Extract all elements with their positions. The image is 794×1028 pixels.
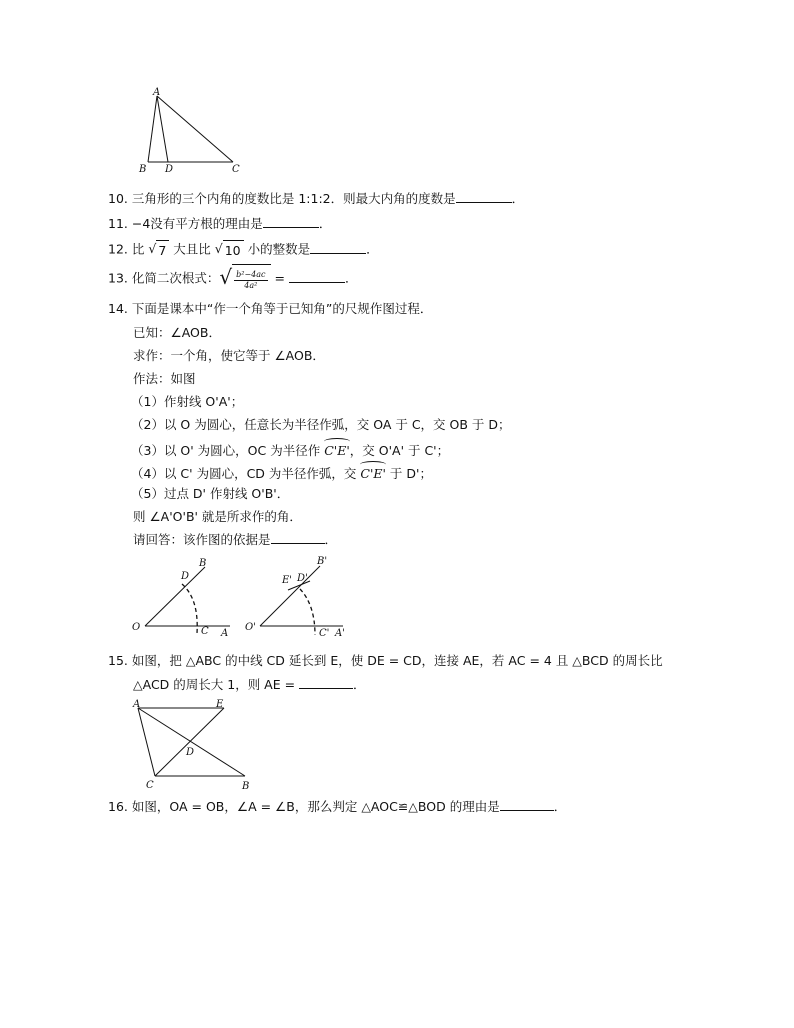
question-number: 13.	[108, 270, 128, 286]
q14-ask: 请回答：该作图的依据是 ．	[133, 532, 338, 547]
question-11: 11. −4没有平方根的理由是 ．	[108, 216, 332, 231]
answer-blank[interactable]	[289, 270, 345, 283]
question-16: 16. 如图，OA = OB，∠A = ∠B，那么判定 △AOC≌△BOD 的理由是 ．	[108, 799, 567, 814]
question-13: 13. 化简二次根式： √ $\frac{\text{b²−4ac}}{\text{4a²}}$ = ．	[108, 264, 357, 294]
svg-text:C: C	[146, 780, 154, 791]
question-text: 如图，把 △ABC 的中线 CD 延长到 E，使 DE = CD，连接 AE，若 AC = 4 且 △BCD 的周长比	[131, 653, 663, 668]
question-text: 三角形的三个内角的度数比是 1:1:2．则最大内角的度数是	[131, 191, 456, 206]
svg-text:E': E'	[282, 575, 293, 586]
q14-step-1: （1）作射线 O'A'；	[131, 394, 244, 409]
q14-todo: 求作：一个角，使它等于 ∠AOB．	[133, 348, 325, 363]
svg-text:C': C'	[319, 628, 330, 639]
question-number: 14.	[108, 301, 128, 316]
sqrt-10: √ 10	[215, 240, 244, 260]
svg-text:A: A	[133, 699, 141, 710]
svg-text:A': A'	[335, 628, 345, 639]
question-12: 12. 比 √ 7 大且比 √ 10 小的整数是 ．	[108, 241, 379, 258]
q14-method: 作法：如图	[133, 371, 196, 386]
answer-blank[interactable]	[263, 215, 319, 228]
answer-blank[interactable]	[299, 676, 353, 689]
svg-text:D: D	[181, 571, 190, 582]
question-number: 10.	[108, 191, 128, 206]
svg-text:E: E	[216, 699, 224, 710]
q14-step-3: （3）以 O' 为圆心，OC 为半径作 C'E'，交 O'A' 于 C'；	[131, 439, 449, 460]
svg-text:D': D'	[297, 573, 308, 584]
label-b: B	[139, 164, 147, 175]
answer-blank[interactable]	[500, 798, 554, 811]
triangle-figure	[130, 84, 250, 179]
svg-text:D: D	[186, 747, 195, 758]
q14-step-5: （5）过点 D' 作射线 O'B'．	[131, 486, 290, 501]
svg-text:A: A	[221, 628, 229, 639]
question-text: −4没有平方根的理由是	[131, 216, 263, 231]
svg-text:B: B	[199, 558, 207, 569]
answer-blank[interactable]	[310, 241, 366, 254]
svg-text:C: C	[201, 626, 209, 637]
svg-text:O': O'	[245, 622, 256, 633]
q14-known: 已知：∠AOB．	[133, 325, 221, 340]
svg-text:B: B	[242, 781, 250, 792]
median-extension-figure	[128, 697, 263, 793]
question-number: 11.	[108, 216, 128, 231]
svg-text:B': B'	[317, 556, 328, 567]
question-number: 16.	[108, 799, 128, 814]
sqrt-fraction: √ $\frac{\text{b²−4ac}}{\text{4a²}}$	[219, 264, 270, 294]
side-ac	[157, 96, 233, 162]
sqrt-7: √ 7	[148, 240, 169, 260]
question-text: 如图，OA = OB，∠A = ∠B，那么判定 △AOC≌△BOD 的理由是	[131, 799, 500, 814]
q14-step-4: （4）以 C' 为圆心，CD 为半径作弧，交 C'E' 于 D'；	[131, 462, 432, 483]
angle-construction-figure	[125, 553, 365, 643]
svg-text:O: O	[132, 622, 141, 633]
label-c: C	[232, 164, 240, 175]
segment-ad	[157, 96, 168, 162]
q14-step-2: （2）以 O 为圆心，任意长为半径作弧，交 OA 于 C，交 OB 于 D；	[131, 417, 511, 432]
arc-ce: C'E'	[360, 462, 386, 483]
question-15	[108, 652, 663, 670]
label-d: D	[165, 164, 174, 175]
q14-result: 则 ∠A'O'B' 就是所求作的角．	[133, 509, 302, 524]
side-ab	[148, 96, 157, 162]
answer-blank[interactable]	[456, 190, 512, 203]
question-10: 10. 三角形的三个内角的度数比是 1:1:2．则最大内角的度数是 ．	[108, 191, 525, 206]
question-14-title	[108, 300, 432, 318]
answer-blank[interactable]	[271, 531, 325, 544]
question-text: 下面是课本中“作一个角等于已知角”的尺规作图过程．	[131, 301, 433, 316]
question-15-line2: △ACD 的周长大 1，则 AE = ．	[133, 677, 366, 692]
arc-ce: C'E'	[324, 439, 350, 460]
question-number: 15.	[108, 653, 128, 668]
label-a: A	[153, 87, 161, 98]
question-number: 12.	[108, 241, 128, 257]
